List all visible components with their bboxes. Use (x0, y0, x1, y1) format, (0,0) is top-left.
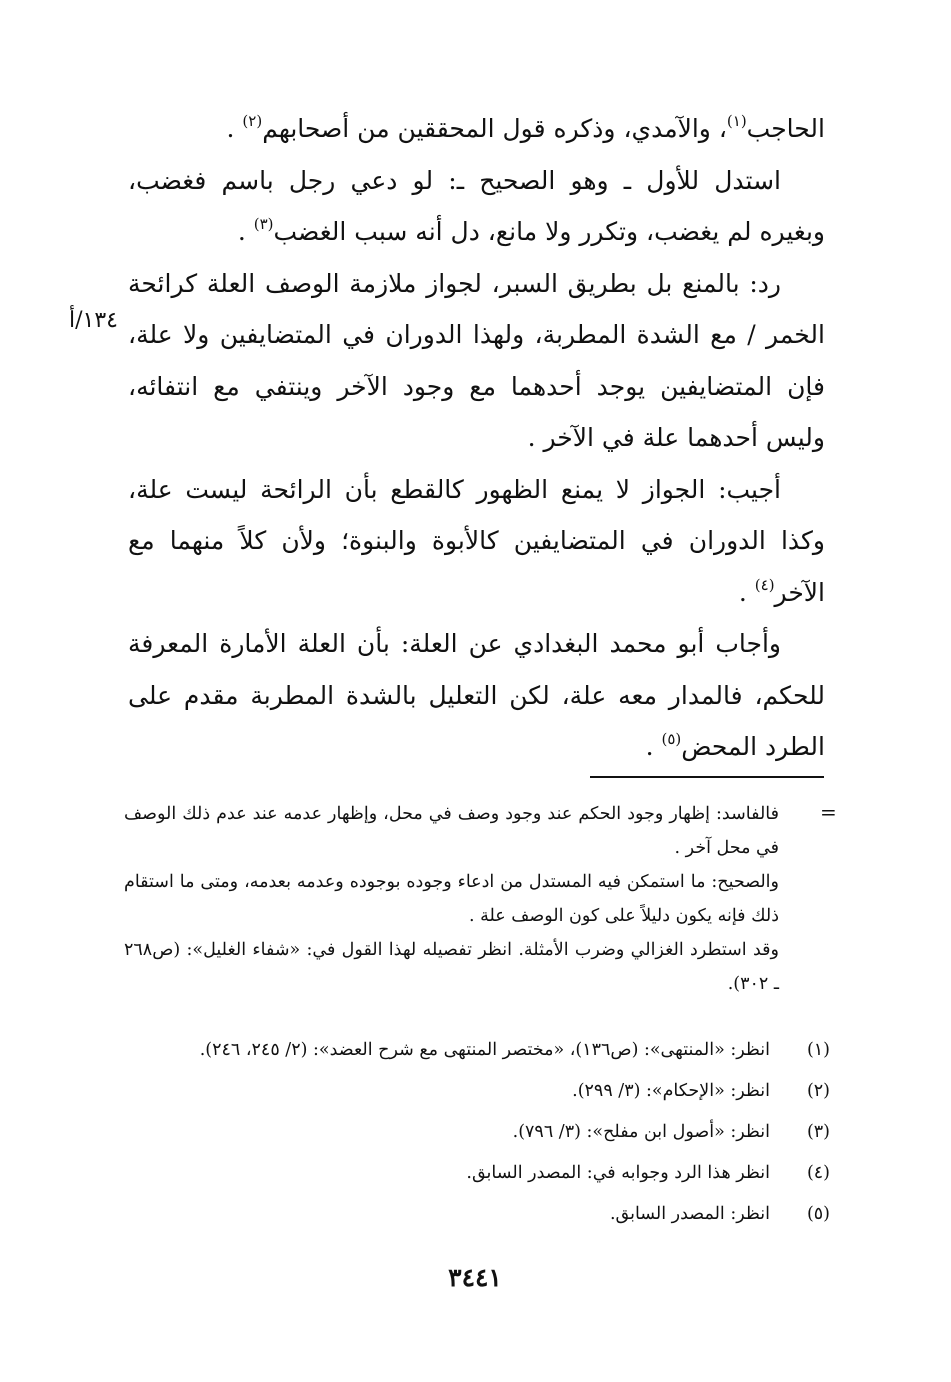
page-number: ٣٤٤١ (448, 1263, 502, 1292)
footnote-2 (140, 1074, 830, 1115)
paragraph-1: الحاجب$^{(١)}$، والآمدي، وذكره قول المحققين من أصحابهم$^{(٢)}$ . (226, 112, 825, 143)
footnote-text: انظر: «المنتهى»: (ص١٣٦)، «مختصر المنتهى مع شرح العضد»: (٢/ ٢٤٥، ٢٤٦). (199, 1040, 770, 1060)
footnote-number: (١) (806, 1040, 830, 1060)
footnote-number: (٢) (806, 1081, 830, 1101)
footnote-5 (140, 1197, 830, 1238)
paragraph-4: أجيب: الجواز لا يمنع الظهور كالقطع بأن الرائحة ليست علة، وكذا الدوران في المتضايفين كالأبوة والبنوة؛ ولأن كلاً منهما مع الآخر$^{(٤)}$ . (128, 474, 825, 607)
footnote-continued-text (124, 797, 779, 1001)
footnote-ref-1[interactable]: (١) (726, 112, 747, 130)
footnote-number: (٤) (806, 1163, 830, 1183)
footnote-text: انظر: المصدر السابق. (609, 1204, 770, 1224)
paragraph-5: وأجاب أبو محمد البغدادي عن العلة: بأن العلة الأمارة المعرفة للحكم، فالمدار معه علة، لكن التعليل بالشدة المطربة مقدم على الطرد المحض$^{(٥)}$ . (128, 629, 825, 761)
main-text (128, 103, 825, 773)
footnote-ref-5[interactable]: (٥) (661, 730, 682, 748)
footnote-continued-line-2: والصحيح: ما استمكن فيه المستدل من ادعاء وجوده بوجوده وعدمه بعدمه، ومتى ما استقام ذلك فإنه يكون دليلاً على كون الوصف علة . (124, 872, 779, 926)
footnote-number: (٣) (806, 1122, 830, 1142)
footnote-ref-2[interactable]: (٢) (242, 112, 263, 130)
footnote-text: انظر: «أصول ابن مفلح»: (٣/ ٧٩٦). (512, 1122, 770, 1142)
footnote-separator (590, 776, 824, 778)
footnote-ref-4[interactable]: (٤) (754, 575, 775, 594)
footnote-1 (140, 1033, 830, 1074)
footnote-continued-line-3: وقد استطرد الغزالي وضرب الأمثلة. انظر تفصيله لهذا القول في: «شفاء الغليل»: (ص٢٦٨ ـ ٣٠٢). (124, 940, 779, 994)
footnote-continuation-mark: = (820, 800, 837, 824)
manuscript-folio-marker: ١٣٤/أ (69, 308, 118, 333)
footnote-list (140, 1033, 830, 1238)
footnote-text: انظر هذا الرد وجوابه في: المصدر السابق. (466, 1163, 770, 1183)
paragraph-2: استدل للأول ـ وهو الصحيح ـ: لو دعي رجل باسم فغضب، وبغيره لم يغضب، وتكرر ولا مانع، دل أنه سبب الغضب$^{(٣)}$ . (128, 165, 825, 246)
footnote-text: انظر: «الإحكام»: (٣/ ٢٩٩). (572, 1081, 770, 1101)
footnote-continued-line-1: فالفاسد: إظهار وجود الحكم عند وجود وصف في محل، وإظهار عدمه عند عدم ذلك الوصف في محل آخر . (124, 804, 779, 858)
footnote-4 (140, 1156, 830, 1197)
footnote-number: (٥) (806, 1204, 830, 1224)
paragraph-3: رد: بالمنع بل بطريق السبر، لجواز ملازمة الوصف العلة كرائحة الخمر / مع الشدة المطربة، ولهذا الدوران في المتضايفين ولا علة، فإن المتضايفين يوجد أحدهما مع وجود الآخر وينتفي مع انتفائه، وليس أحدهما علة في الآخر . (128, 268, 825, 452)
footnote-ref-3[interactable]: (٣) (253, 215, 274, 233)
footnote-3 (140, 1115, 830, 1156)
